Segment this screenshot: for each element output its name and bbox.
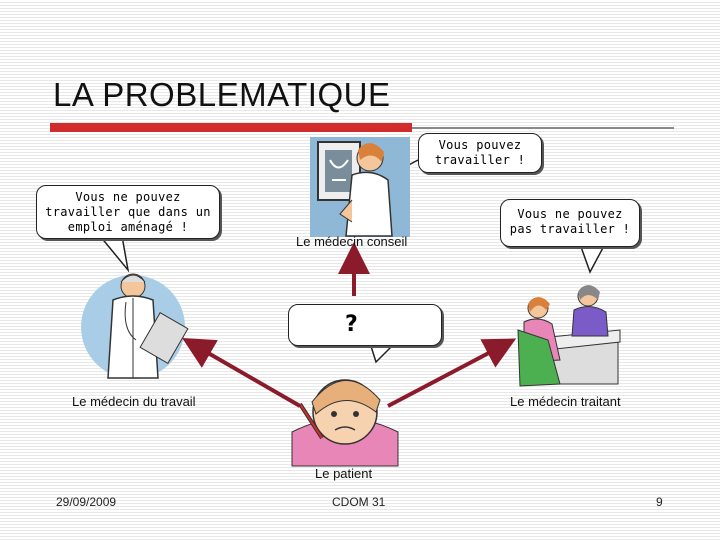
bubble-traitant-text: Vous ne pouvez pas travailler ! xyxy=(509,207,631,236)
footer-date: 29/09/2009 xyxy=(56,495,117,509)
sick-patient-clipart xyxy=(292,380,398,466)
bubble-travail xyxy=(36,185,220,239)
label-medecin-conseil: Le médecin conseil xyxy=(296,234,408,249)
bubble-traitant xyxy=(500,199,640,247)
footer-page-number: 9 xyxy=(656,495,663,509)
arrow-to-medecin-travail xyxy=(196,346,300,406)
bubble-conseil xyxy=(418,133,542,173)
question-mark: ? xyxy=(345,312,358,337)
consultation-clipart xyxy=(518,285,620,386)
bubble-conseil-text: Vous pouvez travailler ! xyxy=(434,138,526,167)
label-medecin-travail: Le médecin du travail xyxy=(72,394,196,409)
arrow-to-medecin-traitant xyxy=(388,346,502,406)
label-medecin-traitant: Le médecin traitant xyxy=(510,394,621,409)
slide-title: LA PROBLEMATIQUE xyxy=(53,76,391,113)
doctor-xray-clipart xyxy=(310,137,410,237)
bubble-travail-text: Vous ne pouvez travailler que dans un emploi aménagé ! xyxy=(45,190,211,234)
label-patient: Le patient xyxy=(315,466,373,481)
bubble-question xyxy=(288,304,442,346)
footer-center: CDOM 31 xyxy=(332,495,386,509)
occupational-doctor-clipart xyxy=(81,274,188,379)
